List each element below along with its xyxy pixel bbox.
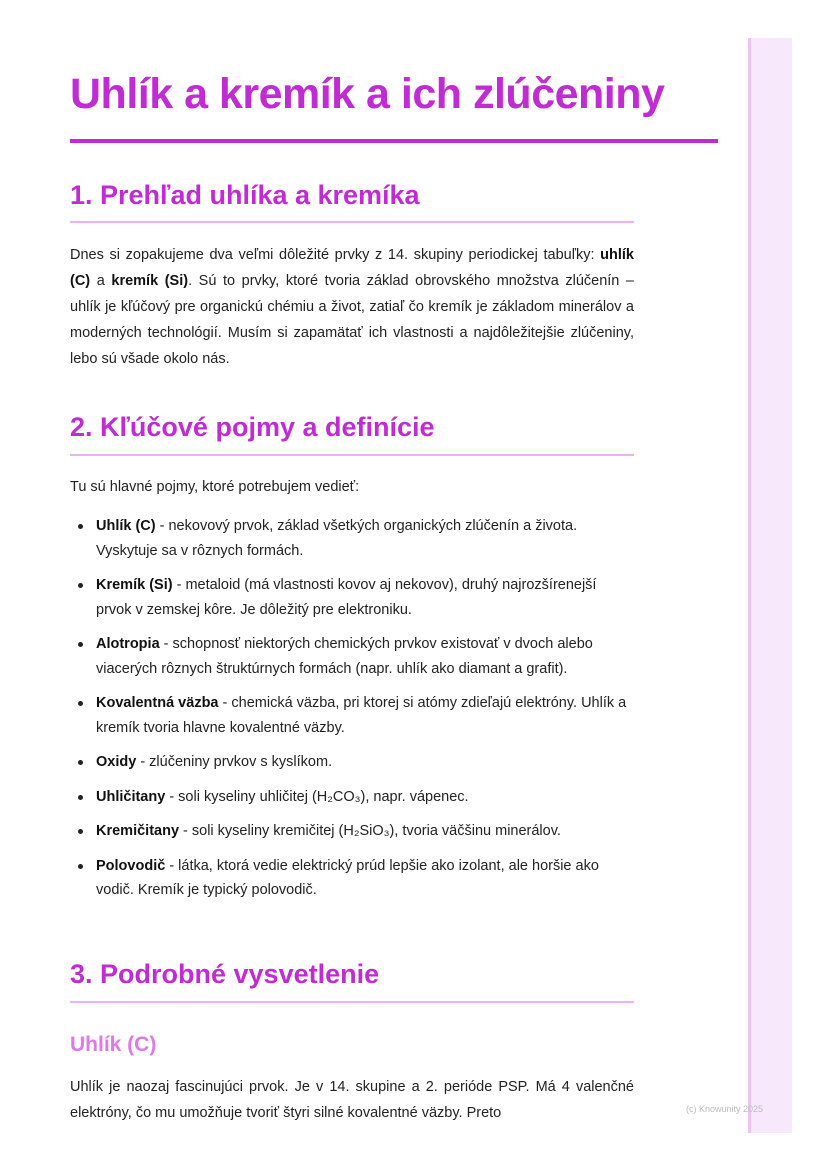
list-item-term: Alotropia [96,636,160,652]
section-2-divider [70,454,634,456]
list-item-term: Kovalentná väzba [96,695,219,711]
list-item [96,514,634,563]
title-divider [70,139,718,143]
page-side-strip [748,38,792,1133]
list-item [96,573,634,622]
list-item-text: - soli kyseliny kremičitej (H₂SiO₃), tvoria väčšinu minerálov. [179,823,561,839]
list-item-text: - chemická väzba, pri ktorej si atómy zdieľajú elektróny. Uhlík a kremík tvoria hlavne kovalentné väzby. [96,695,627,736]
definitions-list [70,514,634,913]
list-item-term: Uhlík (C) [96,518,156,534]
section-1-heading: 1. Prehľad uhlíka a kremíka [70,180,420,210]
text: a [90,273,112,289]
section-1-divider [70,221,634,223]
list-item-term: Oxidy [96,754,137,770]
list-item [96,750,634,775]
list-item-term: Polovodič [96,857,166,874]
list-item-text: - látka, ktorá vedie elektrický prúd lepšie ako izolant, ale horšie ako vodič. Kremík je typický polovodič. [96,857,599,898]
list-item [96,819,634,844]
section-3-heading: 3. Podrobné vysvetlenie [70,959,380,989]
text: . Sú to prvky, ktoré tvoria základ obrovského množstva zlúčenín – uhlík je kľúčový pre organickú chémiu a život, zatiaľ čo kremík je základom minerálov a moderných technológií. Musím si zapamätať ich vlastnosti a najdôležitejšie zlúčeniny, lebo sú všade okolo nás. [70,273,635,367]
page-title: Uhlík a kremík a ich zlúčeniny [70,70,665,118]
list-item-text: - zlúčeniny prvkov s kyslíkom. [136,754,333,770]
list-item [96,691,634,740]
section-1-paragraph [70,242,634,372]
list-item [96,854,634,903]
list-item-text: - metaloid (má vlastnosti kovov aj nekovov), druhý najrozšírenejší prvok v zemskej kôre. Je dôležitý pre elektroniku. [96,577,597,618]
section-2-heading: 2. Kľúčové pojmy a definície [70,412,435,442]
subheading-carbon: Uhlík (C) [70,1033,157,1056]
section-3-paragraph: Uhlík je naozaj fascinujúci prvok. Je v 14. skupine a 2. periódе PSP. Má 4 valenčné elektróny, čo mu umožňuje tvoriť štyri silné kovalentné väzby. Preto [70,1079,634,1121]
list-item-term: Kremík (Si) [96,577,173,593]
list-item-text: - nekovový prvok, základ všetkých organických zlúčenín a života. Vyskytuje sa v rôznych formách. [96,518,578,559]
section-3-divider [70,1001,634,1003]
list-item-text: - schopnosť niektorých chemických prvkov existovať v dvoch alebo viacerých rôznych štruktúrnych formách (napr. uhlík ako diamant a grafit). [96,636,593,677]
list-item-term: Uhličitany [96,788,166,805]
section-2-intro: Tu sú hlavné pojmy, ktoré potrebujem vedieť: [70,479,360,495]
copyright-footer: (c) Knowunity 2025 [686,1104,764,1114]
list-item [96,785,634,810]
text: Dnes si zopakujeme dva veľmi dôležité prvky z 14. skupiny periodickej tabuľky: [70,247,601,263]
list-item-term: Kremičitany [96,823,180,839]
bold-term: kremík (Si) [111,273,189,289]
bold-term: uhlík (C) [70,247,634,289]
list-item [96,632,634,681]
list-item-text: - soli kyseliny uhličitej (H₂CO₃), napr. vápenec. [165,788,469,805]
